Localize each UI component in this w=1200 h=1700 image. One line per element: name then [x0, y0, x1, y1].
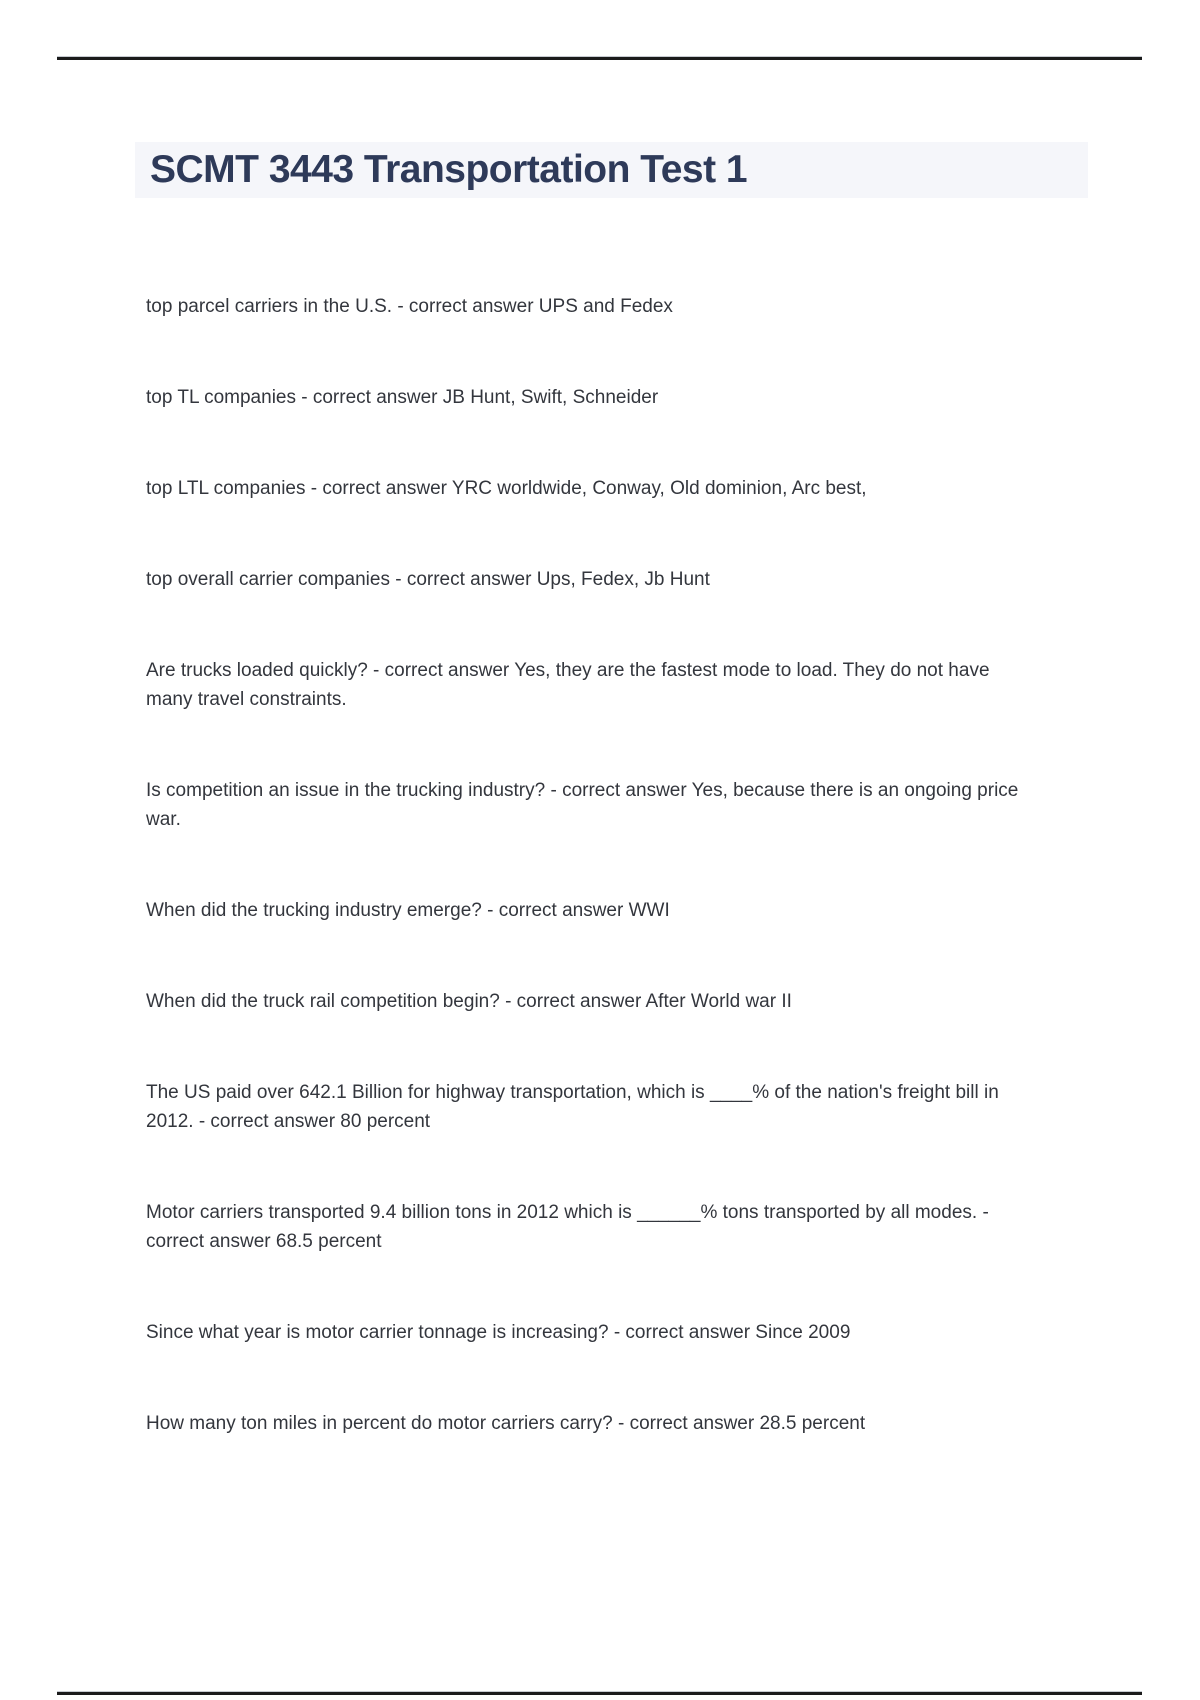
qa-paragraph: [146, 565, 1146, 594]
qa-paragraph: [146, 474, 1146, 503]
title-bar: [135, 142, 1088, 198]
qa-paragraph: [146, 896, 1146, 925]
qa-paragraph: [146, 1318, 1146, 1347]
qa-line: When did the truck rail competition begin? - correct answer After World war II: [146, 991, 792, 1012]
qa-line: top parcel carriers in the U.S. - correct answer UPS and Fedex: [146, 296, 673, 317]
qa-line: top LTL companies - correct answer YRC worldwide, Conway, Old dominion, Arc best,: [146, 478, 867, 499]
qa-line: 2012. - correct answer 80 percent: [146, 1111, 431, 1132]
qa-line: war.: [146, 809, 181, 830]
qa-paragraph: [146, 987, 1146, 1016]
qa-line: Since what year is motor carrier tonnage is increasing? - correct answer Since 2009: [146, 1322, 851, 1343]
qa-line: Is competition an issue in the trucking industry? - correct answer Yes, because there is an ongoing price: [146, 780, 1019, 801]
qa-line: many travel constraints.: [146, 689, 347, 710]
qa-line: correct answer 68.5 percent: [146, 1231, 382, 1252]
qa-line: Are trucks loaded quickly? - correct answer Yes, they are the fastest mode to load. They do not have: [146, 660, 990, 681]
qa-line: top TL companies - correct answer JB Hunt, Swift, Schneider: [146, 387, 659, 408]
qa-list: [146, 292, 1146, 1500]
qa-paragraph: [146, 1198, 1146, 1256]
top-rule: [57, 57, 1142, 60]
qa-line: When did the trucking industry emerge? - correct answer WWI: [146, 900, 670, 921]
qa-line: top overall carrier companies - correct answer Ups, Fedex, Jb Hunt: [146, 569, 710, 590]
bottom-rule: [57, 1692, 1142, 1695]
qa-paragraph: [146, 292, 1146, 321]
page-title: SCMT 3443 Transportation Test 1: [150, 148, 748, 191]
qa-paragraph: [146, 656, 1146, 714]
qa-paragraph: [146, 1409, 1146, 1438]
qa-line: How many ton miles in percent do motor carriers carry? - correct answer 28.5 percent: [146, 1413, 866, 1434]
qa-paragraph: [146, 1078, 1146, 1136]
qa-line: Motor carriers transported 9.4 billion tons in 2012 which is ______% tons transported by all modes. -: [146, 1202, 989, 1223]
qa-paragraph: [146, 383, 1146, 412]
qa-line: The US paid over 642.1 Billion for highway transportation, which is ____% of the nation's freight bill in: [146, 1082, 999, 1103]
qa-paragraph: [146, 776, 1146, 834]
